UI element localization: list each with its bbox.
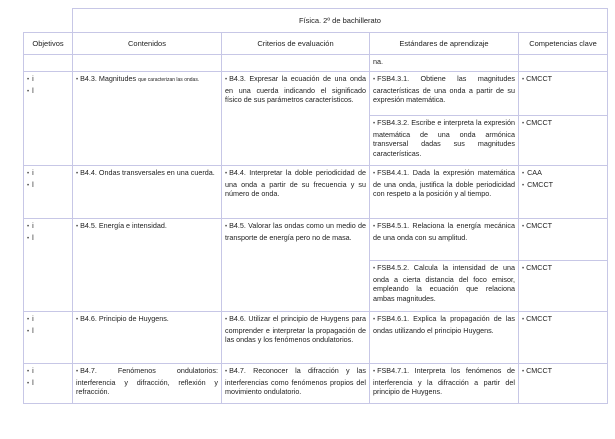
- criterion-text: B4.5. Valorar las ondas como un medio de transporte de energía pero no de masa.: [225, 221, 366, 242]
- standard-cell: • FSB4.3.1. Obtiene las magnitudes características de una onda a partir de su expresión matemática.: [370, 72, 519, 116]
- objectives-cell: [24, 72, 73, 166]
- col-header-objetivos: Objetivos: [24, 33, 73, 55]
- objective-item: • l: [27, 86, 69, 98]
- standard-text: FSB4.3.2. Escribe e interpreta la expresión matemática de una onda armónica transversal dadas sus magnitudes características.: [373, 118, 515, 158]
- standard-cell: • FSB4.7.1. Interpreta los fenómenos de interferencia y la difracción a partir del principio de Huygens.: [370, 364, 519, 404]
- objective-item: • i: [27, 221, 69, 233]
- table-cell: [24, 55, 73, 72]
- competence-text: CMCCT: [526, 263, 553, 272]
- criterion-text: B4.3. Expresar la ecuación de una onda en una cuerda indicando el significado físico de sus parámetros característicos.: [225, 74, 366, 105]
- content-text: B4.3. Magnitudes: [80, 74, 137, 83]
- content-cell: • B4.6. Principio de Huygens.: [73, 312, 222, 364]
- standard-continued: na.: [370, 55, 519, 72]
- criterion-cell: • B4.6. Utilizar el principio de Huygens para comprender e interpretar la propagación de las ondas y los fenómenos ondulatorios.: [222, 312, 370, 364]
- table-row: [24, 166, 608, 219]
- table-row: [24, 312, 608, 364]
- competence-cell: • CMCCT: [519, 116, 608, 166]
- competence-cell: • CMCCT: [519, 219, 608, 261]
- standard-text: FSB4.7.1. Interpreta los fenómenos de interferencia y la difracción a partir del principio de Huygens.: [373, 366, 515, 397]
- objectives-cell: [24, 166, 73, 219]
- criterion-cell: • B4.5. Valorar las ondas como un medio de transporte de energía pero no de masa.: [222, 219, 370, 312]
- content-cell: • B4.7. Fenómenos ondulatorios: interferencia y difracción, reflexión y refracción.: [73, 364, 222, 404]
- objective-item: • i: [27, 74, 69, 86]
- competence-text: CMCCT: [526, 118, 553, 127]
- criterion-cell: • B4.4. Interpretar la doble periodicidad de una onda a partir de su frecuencia y su número de onda.: [222, 166, 370, 219]
- competence-cell: • CMCCT: [519, 364, 608, 404]
- table-row: [24, 55, 608, 72]
- col-header-contenidos: Contenidos: [73, 33, 222, 55]
- objective-item: • l: [27, 326, 69, 338]
- standard-cell: • FSB4.5.2. Calcula la intensidad de una onda a cierta distancia del foco emisor, empleando la ecuación que relaciona ambas magnitudes.: [370, 261, 519, 312]
- standard-cell: • FSB4.3.2. Escribe e interpreta la expresión matemática de una onda armónica transversal dadas sus magnitudes características.: [370, 116, 519, 166]
- standard-text: FSB4.5.2. Calcula la intensidad de una onda a cierta distancia del foco emisor, empleando la ecuación que relaciona ambas magnitudes.: [373, 263, 515, 303]
- criterion-text: B4.4. Interpretar la doble periodicidad de una onda a partir de su frecuencia y su número de onda.: [225, 168, 366, 199]
- col-header-estandares: Estándares de aprendizaje: [370, 33, 519, 55]
- objective-item: • i: [27, 314, 69, 326]
- criterion-text: B4.7. Reconocer la difracción y las interferencias como fenómenos propios del movimiento ondulatorio.: [225, 366, 366, 397]
- standard-cell: • FSB4.5.1. Relaciona la energía mecánica de una onda con su amplitud.: [370, 219, 519, 261]
- standard-text: FSB4.3.1. Obtiene las magnitudes características de una onda a partir de su expresión matemática.: [373, 74, 515, 105]
- objectives-cell: [24, 312, 73, 364]
- competence-text: CMCCT: [526, 314, 553, 323]
- standard-cell: • FSB4.4.1. Dada la expresión matemática de una onda, justifica la doble periodicidad con respeto a la posición y al tiempo.: [370, 166, 519, 219]
- table-row: [24, 364, 608, 404]
- competence-cell: • CMCCT: [519, 261, 608, 312]
- criterion-cell: • B4.7. Reconocer la difracción y las interferencias como fenómenos propios del movimiento ondulatorio.: [222, 364, 370, 404]
- competence-text: CMCCT: [526, 366, 553, 375]
- content-text: B4.5. Energía e intensidad.: [80, 221, 167, 230]
- competence-cell: • CMCCT: [519, 72, 608, 116]
- competence-text: CMCCT: [526, 221, 553, 230]
- table-row: [24, 72, 608, 116]
- standard-text: FSB4.4.1. Dada la expresión matemática de una onda, justifica la doble periodicidad con respeto a la posición y al tiempo.: [373, 168, 515, 199]
- competence-text: CMCCT: [526, 74, 553, 83]
- competence-text: • CAA: [522, 168, 604, 180]
- table-cell: [222, 55, 370, 72]
- corner-cell: [24, 9, 73, 33]
- col-header-competencias: Competencias clave: [519, 33, 608, 55]
- objectives-cell: [24, 364, 73, 404]
- objective-item: • i: [27, 168, 69, 180]
- header-row: [24, 33, 608, 55]
- objective-item: • i: [27, 366, 69, 378]
- title-row: [24, 9, 608, 33]
- objective-item: • l: [27, 180, 69, 192]
- competence-text: • CMCCT: [522, 180, 604, 192]
- curriculum-table: [23, 8, 608, 404]
- content-text: B4.4. Ondas transversales en una cuerda.: [80, 168, 215, 177]
- content-small-text: que caracterizan las ondas.: [138, 77, 200, 83]
- content-cell: • B4.5. Energía e intensidad.: [73, 219, 222, 312]
- table-cell: [73, 55, 222, 72]
- standard-cell: • FSB4.6.1. Explica la propagación de las ondas utilizando el principio Huygens.: [370, 312, 519, 364]
- table-cell: [519, 55, 608, 72]
- competence-cell: [519, 166, 608, 219]
- criterion-cell: • B4.3. Expresar la ecuación de una onda en una cuerda indicando el significado físico de sus parámetros característicos.: [222, 72, 370, 166]
- col-header-criterios: Criterios de evaluación: [222, 33, 370, 55]
- criterion-text: B4.6. Utilizar el principio de Huygens para comprender e interpretar la propagación de las ondas y los fenómenos ondulatorios.: [225, 314, 366, 345]
- standard-text: FSB4.6.1. Explica la propagación de las ondas utilizando el principio Huygens.: [373, 314, 515, 335]
- objective-item: • l: [27, 233, 69, 245]
- objective-item: • l: [27, 378, 69, 390]
- content-text: B4.6. Principio de Huygens.: [80, 314, 169, 323]
- competence-cell: • CMCCT: [519, 312, 608, 364]
- objectives-cell: [24, 219, 73, 312]
- table-row: [24, 219, 608, 261]
- content-cell: • B4.3. Magnitudes que caracterizan las ondas.: [73, 72, 222, 166]
- table-title: Física. 2º de bachillerato: [73, 9, 608, 33]
- standard-text: FSB4.5.1. Relaciona la energía mecánica de una onda con su amplitud.: [373, 221, 515, 242]
- content-text: B4.7. Fenómenos ondulatorios: interferencia y difracción, reflexión y refracción.: [76, 366, 218, 397]
- content-cell: • B4.4. Ondas transversales en una cuerda.: [73, 166, 222, 219]
